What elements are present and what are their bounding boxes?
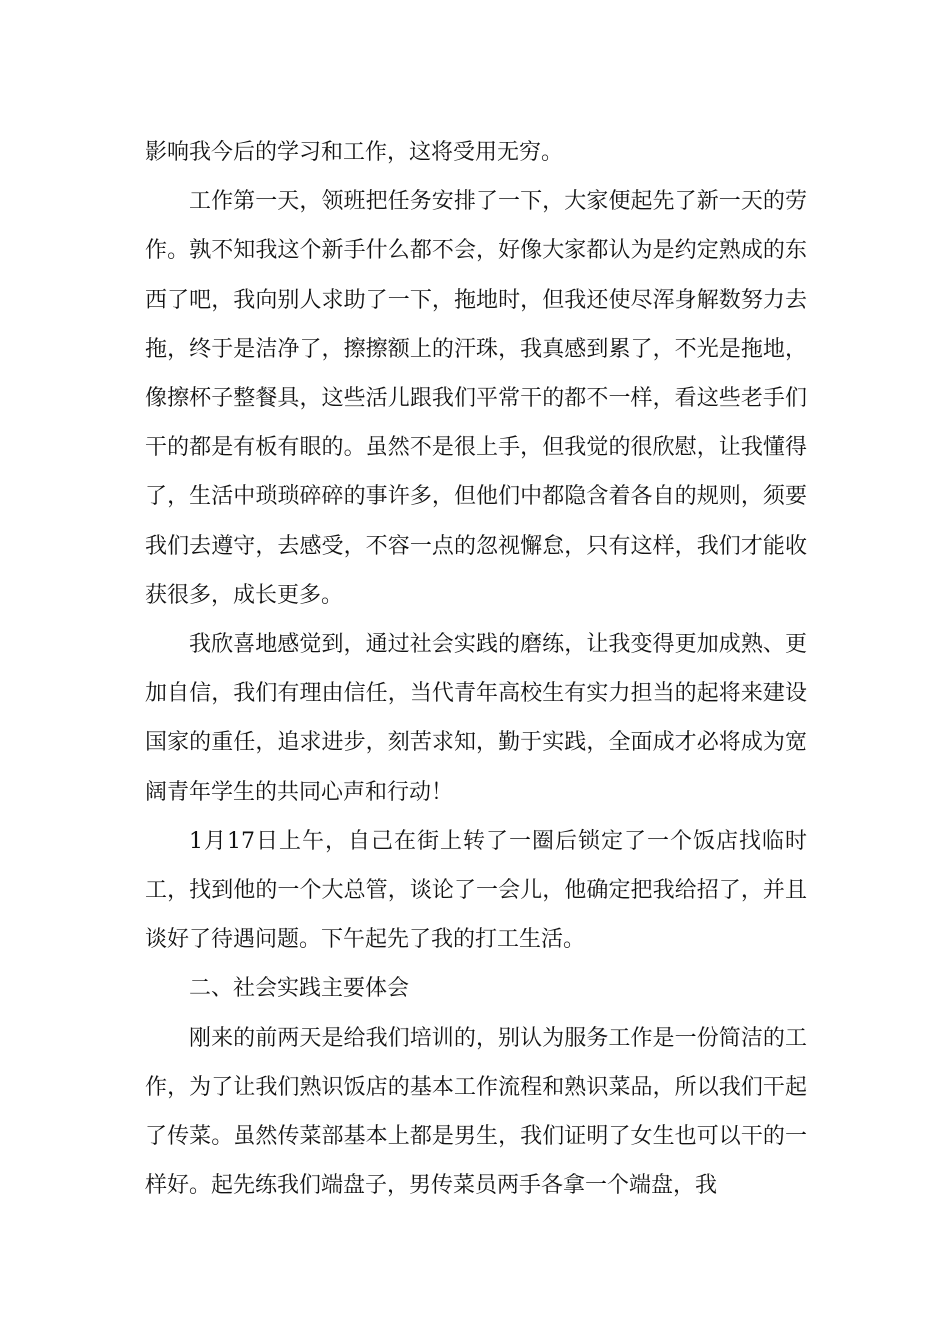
paragraph-growth: 我欣喜地感觉到，通过社会实践的磨练，让我变得更加成熟、更加自信，我们有理由信任，当代青年高校生有实力担当的起将来建设国家的重任，追求进步，刻苦求知，勤于实践，全面成才必将成为宽阔青年学生的共同心声和行动！ — [145, 632, 807, 805]
paragraph-continuation: 影响我今后的学习和工作，这将受用无穷。 — [145, 140, 564, 165]
document-body — [145, 128, 807, 1210]
paragraph-training: 刚来的前两天是给我们培训的，别认为服务工作是一份简洁的工作，为了让我们熟识饭店的基本工作流程和熟识菜品，所以我们干起了传菜。虽然传菜部基本上都是男生，我们证明了女生也可以干的一样好。起先练我们端盘子，男传菜员两手各拿一个端盘，我 — [145, 1025, 807, 1199]
paragraph-first-day: 工作第一天，领班把任务安排了一下，大家便起先了新一天的劳作。孰不知我这个新手什么都不会，好像大家都认为是约定熟成的东西了吧，我向别人求助了一下，拖地时，但我还使尽浑身解数努力去拖，终于是洁净了，擦擦额上的汗珠，我真感到累了，不光是拖地，像擦杯子整餐具，这些活儿跟我们平常干的都不一样，看这些老手们干的都是有板有眼的。虽然不是很上手，但我觉的很欣慰，让我懂得了，生活中琐琐碎碎的事许多，但他们中都隐含着各自的规则，须要我们去遵守，去感受，不容一点的忽视懈怠，只有这样，我们才能收获很多，成长更多。 — [145, 189, 807, 608]
paragraph-job-start: 1月17日上午，自己在街上转了一圈后锁定了一个饭店找临时工，找到他的一个大总管，谈论了一会儿，他确定把我给招了，并且谈好了待遇问题。下午起先了我的打工生活。 — [145, 828, 807, 953]
section-heading: 二、社会实践主要体会 — [189, 976, 410, 1002]
